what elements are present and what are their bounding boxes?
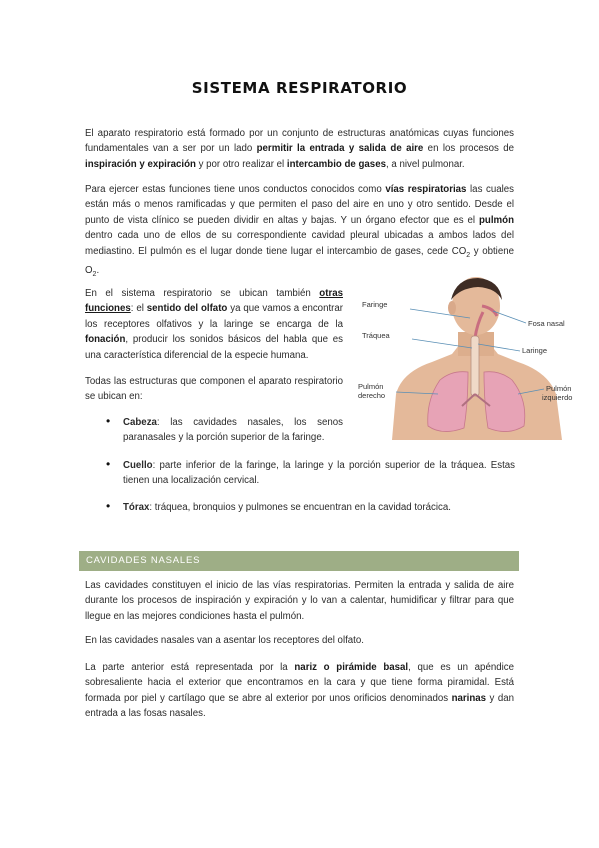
olfactory-receptors-paragraph: En las cavidades nasales van a asentar los receptores del olfato. xyxy=(85,635,364,646)
label-fosa-nasal: Fosa nasal xyxy=(528,319,565,328)
label-traquea: Tráquea xyxy=(362,331,390,340)
bullet-cuello-marker: • xyxy=(106,457,111,471)
other-functions-paragraph: En el sistema respiratorio se ubican también otras funciones: el sentido del olfato ya que vamos a encontrar los receptores olfativos y la laringe se encarga de la fonación, producir los sonidos básicos del habla que es una característica diferencial de la especie humana. xyxy=(85,288,343,361)
bullet-cuello: Cuello: parte inferior de la faringe, la laringe y la porción superior de la tráquea. Estas tienen una localización cervical. xyxy=(123,460,515,487)
section-header-cavidades-nasales xyxy=(79,551,519,571)
nose-paragraph: La parte anterior está representada por la nariz o pirámide basal, que es un apéndice sobresaliente hacia el exterior que encontramos en la cara y que tiene forma piramidal. Está formada por piel y cartílago que se abre al exterior por unos orificios denominados narinas y dan entrada a las fosas nasales. xyxy=(85,662,514,720)
label-laringe: Laringe xyxy=(522,346,548,355)
bullet-cabeza: Cabeza: las cavidades nasales, los senos paranasales y la porción superior de la faringe. xyxy=(123,417,343,444)
intro-paragraph: El aparato respiratorio está formado por un conjunto de estructuras anatómicas cuyas funciones fundamentales van a ser por un lado permitir la entrada y salida de aire en los procesos de inspiración y expiración y por otro realizar el intercambio de gases, a nivel pulmonar. xyxy=(85,128,515,170)
section-heading: CAVIDADES NASALES xyxy=(86,555,201,566)
nasal-cavities-paragraph: Las cavidades constituyen el inicio de las vías respiratorias. Permiten la entrada y salida de aire durante los procesos de inspiración y expiración y lo van a calentar, humidificar y filtrar para que llegue en las mejores condiciones hasta el pulmón. xyxy=(85,580,514,622)
functions-paragraph: Para ejercer estas funciones tiene unos conductos conocidos como vías respiratorias las cuales están más o menos ramificadas y que permiten el paso del aire en uno y otro sentido. Desde el punto de vista clínico se pueden dividir en altas y bajas. Y un órgano efector que es el pulmón dentro cada uno de ellos de su correspondiente cavidad pleural ubicadas a ambos lados del mediastino. El pulmón es el lugar donde tiene lugar el intercambio de gases, cede $CO_2$ y obtiene $O_2$. xyxy=(85,184,514,278)
label-pulmon-izquierdo-1: Pulmón xyxy=(546,384,572,393)
structures-intro-paragraph: Todas las estructuras que componen el aparato respiratorio se ubican en: xyxy=(85,376,343,403)
label-pulmon-derecho-2: derecho xyxy=(358,391,386,400)
label-pulmon-izquierdo-2: izquierdo xyxy=(542,393,573,402)
respiratory-system-illustration xyxy=(352,276,588,440)
bullet-cabeza-marker: • xyxy=(106,414,111,428)
page-title: SISTEMA RESPIRATORIO xyxy=(191,79,408,97)
bullet-torax-marker: • xyxy=(106,499,111,513)
label-faringe: Faringe xyxy=(362,300,388,309)
label-pulmon-derecho-1: Pulmón xyxy=(358,382,384,391)
bullet-torax: Tórax: tráquea, bronquios y pulmones se encuentran en la cavidad torácica. xyxy=(123,502,451,513)
